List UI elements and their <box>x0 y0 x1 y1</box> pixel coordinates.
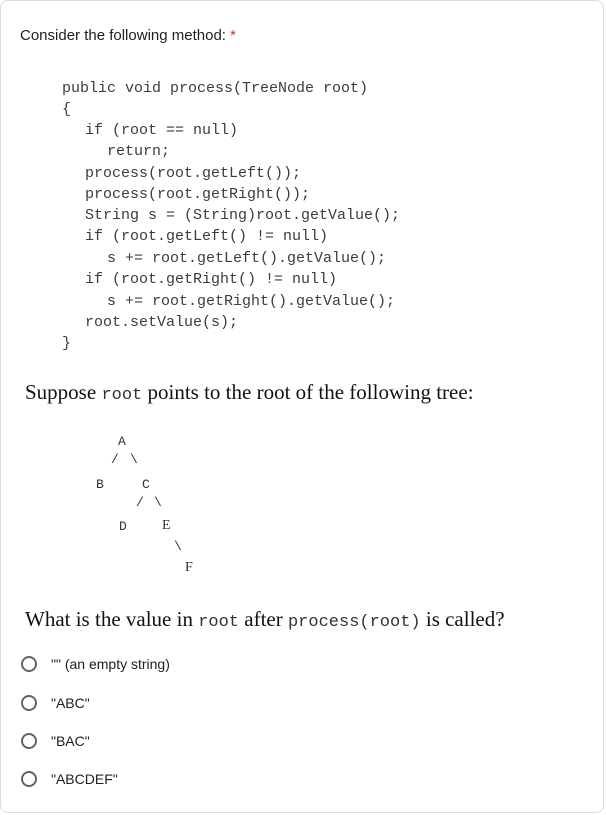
what-suffix: is called? <box>420 607 505 631</box>
radio-button-icon[interactable] <box>21 695 37 711</box>
radio-button-icon[interactable] <box>21 733 37 749</box>
tree-node-c: C <box>142 477 150 492</box>
option-abcdef[interactable] <box>21 767 118 791</box>
option-label: "ABC" <box>51 695 90 711</box>
tree-node-b: B <box>96 477 104 492</box>
code-line: { <box>62 101 72 118</box>
what-text <box>25 607 505 632</box>
tree-edge: \ <box>174 539 182 554</box>
tree-node-f: F <box>185 560 193 575</box>
code-line: if (root.getRight() != null) <box>85 271 338 288</box>
option-label: "BAC" <box>51 733 90 749</box>
code-line: return; <box>107 143 171 160</box>
what-prefix: What is the value in <box>25 607 199 631</box>
tree-node-e: E <box>162 518 171 533</box>
code-line: s += root.getLeft().getValue(); <box>107 250 387 267</box>
code-line: process(root.getLeft()); <box>85 165 302 182</box>
code-line: process(root.getRight()); <box>85 186 311 203</box>
tree-edge: / <box>111 452 119 467</box>
suppose-suffix: points to the root of the following tree: <box>142 380 474 404</box>
what-code-process: process(root) <box>287 613 421 632</box>
suppose-prefix: Suppose <box>25 380 102 404</box>
code-line: public void process(TreeNode root) <box>62 80 369 97</box>
radio-button-icon[interactable] <box>21 656 37 672</box>
what-code-root: root <box>198 613 240 632</box>
required-marker: * <box>230 27 236 44</box>
option-label: "" (an empty string) <box>51 656 170 672</box>
question-title <box>20 27 236 44</box>
code-line: } <box>62 335 72 352</box>
tree-node-d: D <box>119 519 127 534</box>
option-empty-string[interactable] <box>21 652 170 676</box>
what-middle: after <box>239 607 288 631</box>
code-line: s += root.getRight().getValue(); <box>107 293 396 310</box>
tree-node-a: A <box>118 434 126 449</box>
tree-edge: \ <box>154 495 162 510</box>
option-abc[interactable] <box>21 691 90 715</box>
suppose-code: root <box>101 386 143 405</box>
code-line: if (root == null) <box>85 122 239 139</box>
question-title-text: Consider the following method: <box>20 27 226 44</box>
tree-edge: / <box>136 495 144 510</box>
code-line: String s = (String)root.getValue(); <box>85 207 401 224</box>
radio-button-icon[interactable] <box>21 771 37 787</box>
option-bac[interactable] <box>21 729 90 753</box>
suppose-text <box>25 380 474 405</box>
tree-edge: \ <box>130 452 138 467</box>
code-line: root.setValue(s); <box>85 314 239 331</box>
option-label: "ABCDEF" <box>51 771 118 787</box>
code-line: if (root.getLeft() != null) <box>85 228 329 245</box>
